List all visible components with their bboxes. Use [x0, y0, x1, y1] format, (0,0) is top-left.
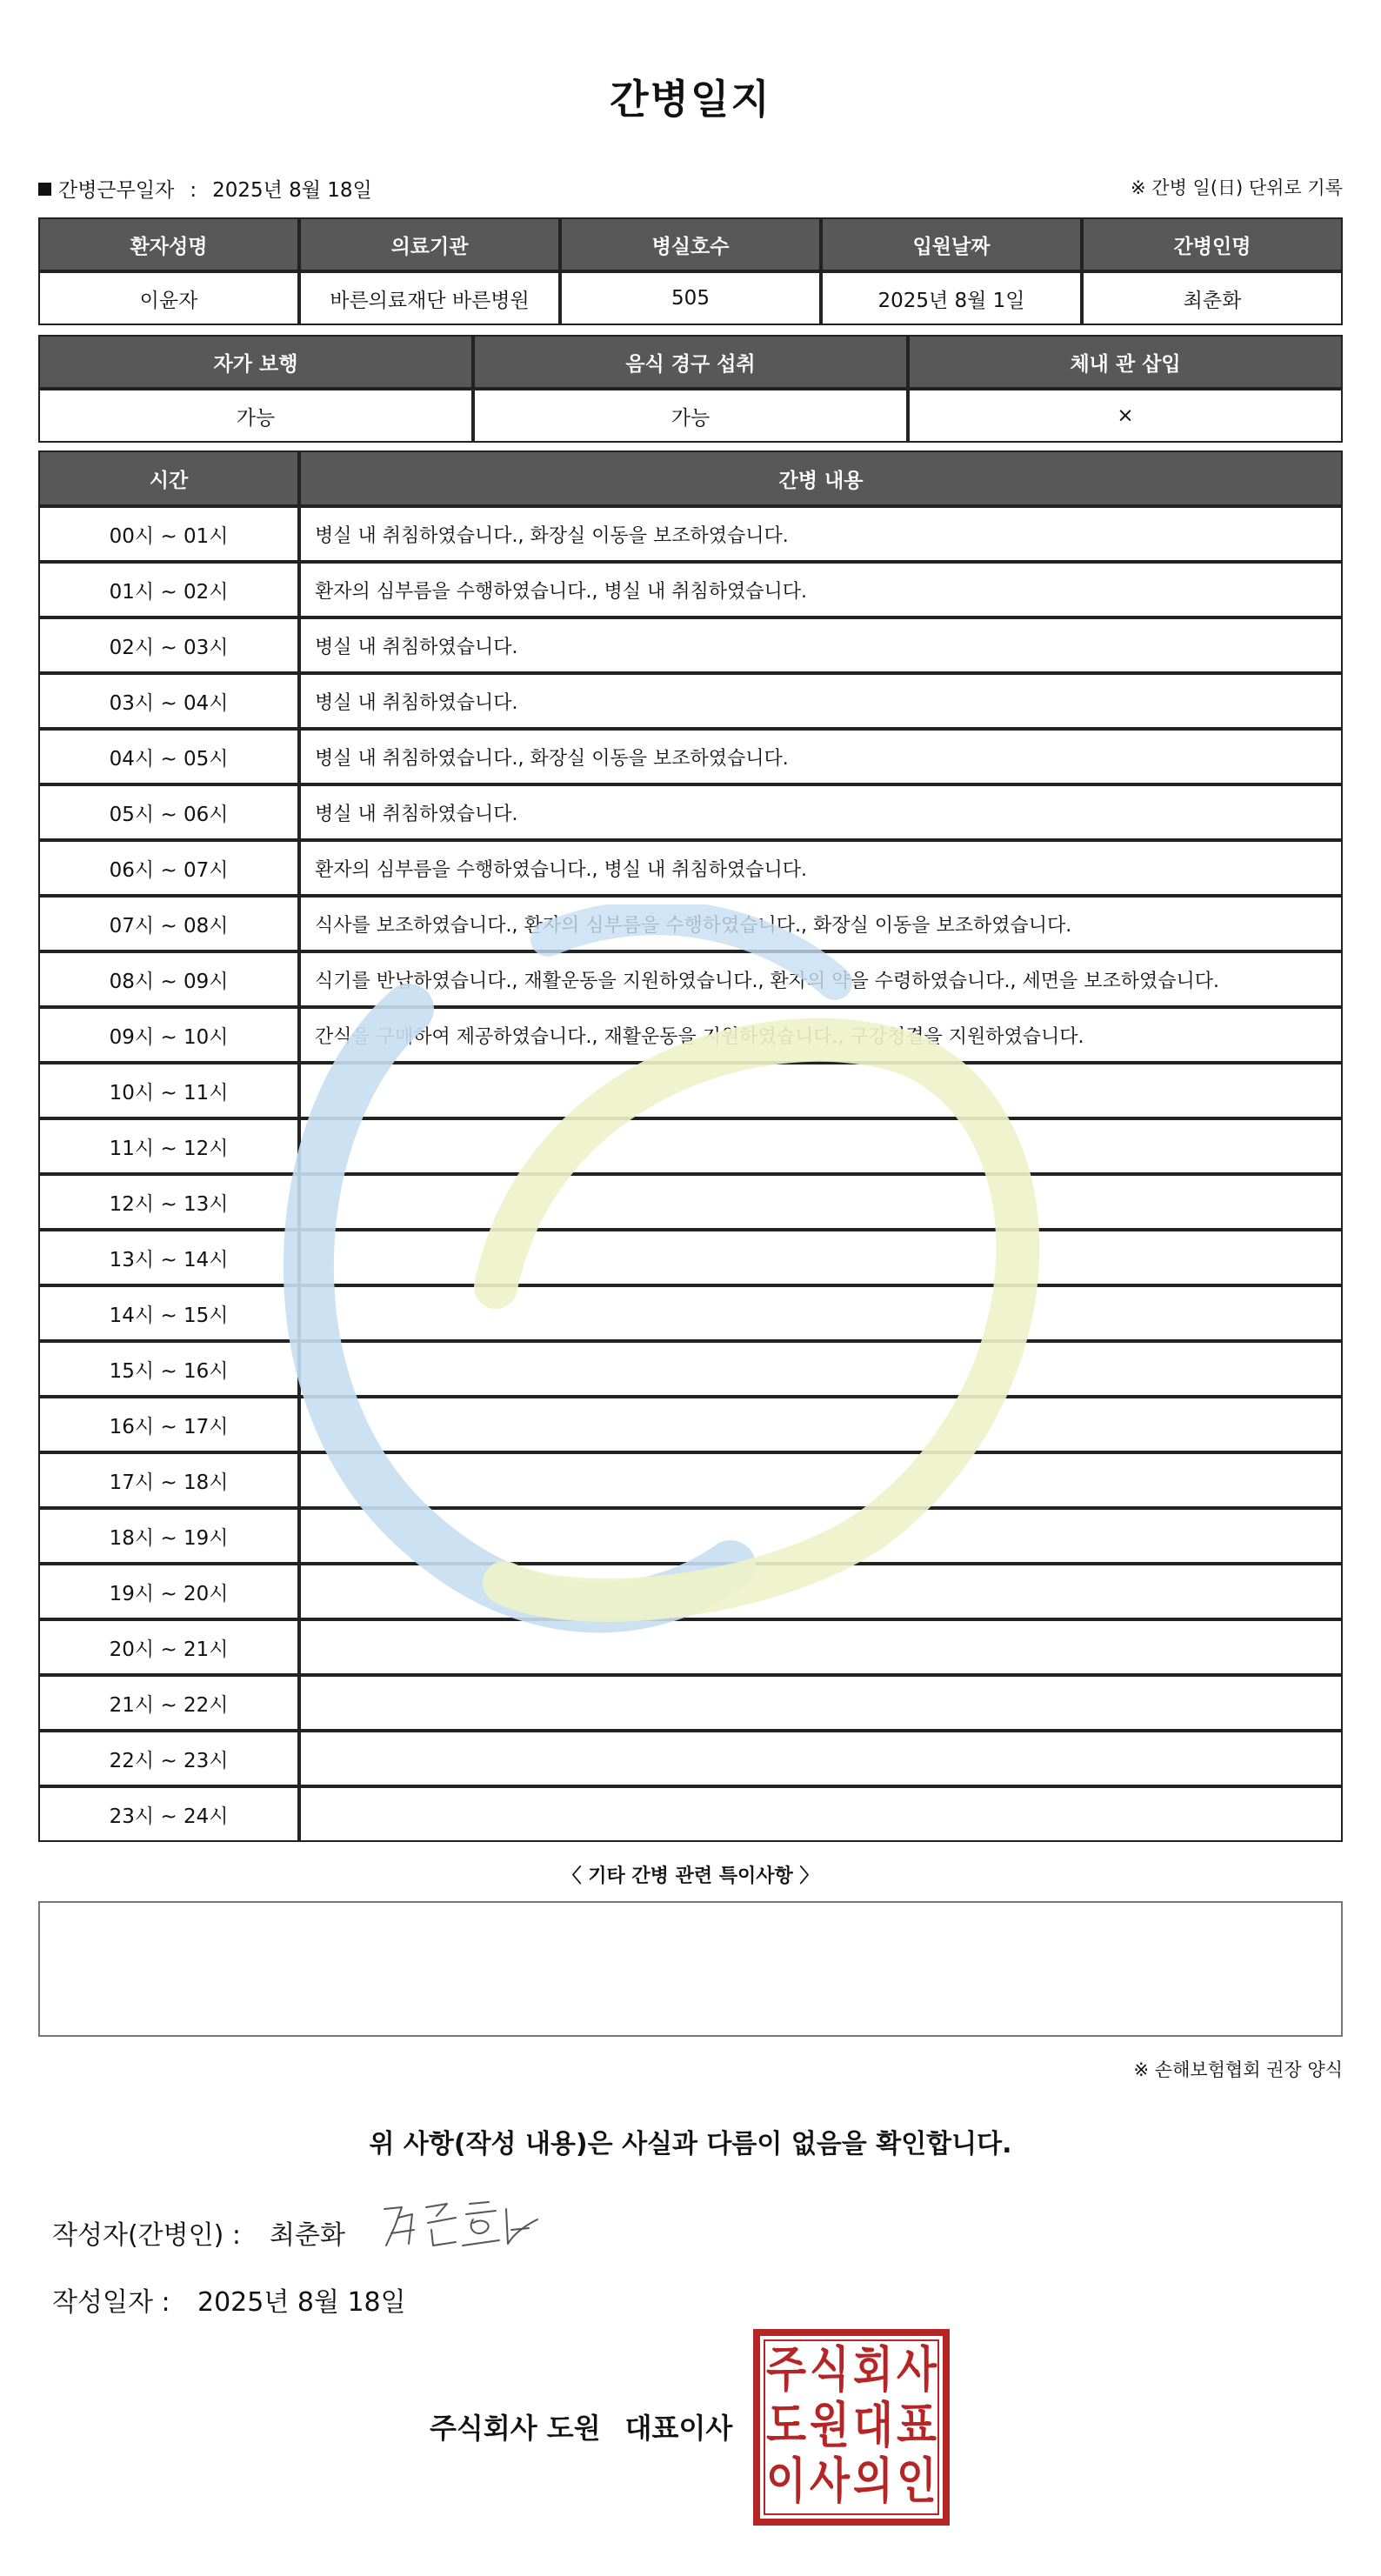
log-time-cell: 16시 ~ 17시: [38, 1397, 299, 1452]
care-log-row: [38, 1786, 1343, 1842]
care-log-row: [38, 784, 1343, 840]
header-patient-name: 환자성명: [38, 217, 299, 271]
care-log-row: [38, 729, 1343, 784]
log-content-cell: [299, 1118, 1343, 1174]
log-content-cell: [299, 1452, 1343, 1508]
log-content-cell: [299, 1564, 1343, 1619]
log-content-cell: 간식을 구매하여 제공하였습니다., 재활운동을 지원하였습니다., 구강청결을 지원하였습니다.: [299, 1007, 1343, 1063]
care-log-row: [38, 1564, 1343, 1619]
company-signature-line: [430, 2406, 732, 2446]
log-time-cell: 14시 ~ 15시: [38, 1285, 299, 1341]
log-content-cell: 환자의 심부름을 수행하였습니다., 병실 내 취침하였습니다.: [299, 562, 1343, 617]
caregiver-name: 최춘화: [1082, 271, 1343, 325]
writer-line: [52, 2213, 345, 2252]
seal-character: 이: [766, 2453, 806, 2510]
log-content-cell: [299, 1786, 1343, 1842]
seal-character: 식: [810, 2342, 850, 2399]
seal-character: 인: [897, 2453, 937, 2510]
log-time-cell: 19시 ~ 20시: [38, 1564, 299, 1619]
written-date-value: 2025년 8월 18일: [197, 2287, 406, 2318]
log-time-cell: 07시 ~ 08시: [38, 896, 299, 951]
header-self-walking: 자가 보행: [38, 335, 473, 389]
care-log-row: [38, 1063, 1343, 1118]
log-time-cell: 04시 ~ 05시: [38, 729, 299, 784]
log-content-cell: 식사를 보조하였습니다., 환자의 심부름을 수행하였습니다., 화장실 이동을 보조하였습니다.: [299, 896, 1343, 951]
log-content-cell: 병실 내 취침하였습니다.: [299, 673, 1343, 729]
confirmation-statement: 위 사항(작성 내용)은 사실과 다름이 없음을 확인합니다.: [369, 2129, 1012, 2159]
seal-character: 회: [853, 2342, 893, 2399]
bullet-square-icon: [38, 183, 51, 196]
log-content-cell: [299, 1341, 1343, 1397]
care-log-row: [38, 1675, 1343, 1731]
care-log-row: [38, 617, 1343, 673]
room-number: 505: [560, 271, 821, 325]
care-log-row: [38, 1619, 1343, 1675]
header-room-number: 병실호수: [560, 217, 821, 271]
log-time-cell: 20시 ~ 21시: [38, 1619, 299, 1675]
log-time-cell: 13시 ~ 14시: [38, 1230, 299, 1285]
care-log-row: [38, 1731, 1343, 1786]
seal-character: 원: [810, 2398, 850, 2454]
seal-character: 사: [897, 2342, 937, 2399]
log-time-cell: 08시 ~ 09시: [38, 951, 299, 1007]
writer-label: 작성자(간병인) :: [52, 2220, 241, 2251]
care-log-table: [38, 450, 1343, 1842]
admission-date: 2025년 8월 1일: [821, 271, 1082, 325]
company-title: 대표이사: [624, 2412, 733, 2445]
log-time-cell: 09시 ~ 10시: [38, 1007, 299, 1063]
log-content-cell: [299, 1397, 1343, 1452]
care-log-row: [38, 1341, 1343, 1397]
care-log-row: [38, 1007, 1343, 1063]
log-content-cell: [299, 1174, 1343, 1230]
care-log-rows: [38, 506, 1343, 1842]
seal-character: 대: [853, 2398, 893, 2454]
log-time-cell: 06시 ~ 07시: [38, 840, 299, 896]
care-log-header-row: [38, 450, 1343, 506]
tube-insertion-value: ×: [908, 389, 1343, 443]
header-tube-insertion: 체내 관 삽입: [908, 335, 1343, 389]
log-time-cell: 05시 ~ 06시: [38, 784, 299, 840]
care-log-row: [38, 1508, 1343, 1564]
hospital-name: 바른의료재단 바른병원: [299, 271, 560, 325]
header-oral-intake: 음식 경구 섭취: [473, 335, 908, 389]
log-time-cell: 18시 ~ 19시: [38, 1508, 299, 1564]
care-log-row: [38, 506, 1343, 562]
log-content-cell: [299, 1675, 1343, 1731]
work-date-separator: :: [190, 179, 197, 202]
header-time: 시간: [38, 450, 299, 506]
page-title: 간병일지: [610, 76, 771, 123]
company-seal-stamp: [753, 2329, 950, 2526]
care-log-row: [38, 562, 1343, 617]
care-log-row: [38, 1397, 1343, 1452]
log-time-cell: 10시 ~ 11시: [38, 1063, 299, 1118]
care-log-row: [38, 896, 1343, 951]
log-content-cell: 식기를 반납하였습니다., 재활운동을 지원하였습니다., 환자의 약을 수령하였습니다., 세면을 보조하였습니다.: [299, 951, 1343, 1007]
log-time-cell: 11시 ~ 12시: [38, 1118, 299, 1174]
header-hospital: 의료기관: [299, 217, 560, 271]
log-content-cell: 병실 내 취침하였습니다.: [299, 617, 1343, 673]
log-content-cell: 병실 내 취침하였습니다., 화장실 이동을 보조하였습니다.: [299, 506, 1343, 562]
special-notes-title: 〈 기타 간병 관련 특이사항 〉: [562, 1865, 819, 1887]
header-admission-date: 입원날짜: [821, 217, 1082, 271]
care-log-row: [38, 1118, 1343, 1174]
record-unit-note: ※ 간병 일(日) 단위로 기록: [1131, 177, 1343, 198]
self-walking-value: 가능: [38, 389, 473, 443]
seal-character: 사: [810, 2453, 851, 2510]
oral-intake-value: 가능: [473, 389, 908, 443]
seal-character: 의: [853, 2453, 893, 2510]
written-date-label: 작성일자 :: [52, 2287, 170, 2318]
log-time-cell: 02시 ~ 03시: [38, 617, 299, 673]
form-source-note: ※ 손해보험협회 권장 양식: [1133, 2059, 1343, 2080]
log-content-cell: [299, 1285, 1343, 1341]
care-log-row: [38, 1285, 1343, 1341]
header-caregiver-name: 간병인명: [1082, 217, 1343, 271]
care-log-row: [38, 840, 1343, 896]
patient-info-table: [38, 217, 1343, 325]
status-header-row: [38, 335, 1343, 389]
header-care-content: 간병 내용: [299, 450, 1343, 506]
log-content-cell: 병실 내 취침하였습니다.: [299, 784, 1343, 840]
care-log-row: [38, 1174, 1343, 1230]
log-time-cell: 21시 ~ 22시: [38, 1675, 299, 1731]
log-time-cell: 12시 ~ 13시: [38, 1174, 299, 1230]
log-content-cell: [299, 1731, 1343, 1786]
care-log-row: [38, 1452, 1343, 1508]
patient-name: 이윤자: [38, 271, 299, 325]
work-date-value: 2025년 8월 18일: [212, 179, 372, 202]
log-time-cell: 01시 ~ 02시: [38, 562, 299, 617]
care-log-row: [38, 673, 1343, 729]
log-content-cell: [299, 1508, 1343, 1564]
patient-info-header-row: [38, 217, 1343, 271]
seal-character: 표: [897, 2398, 937, 2454]
log-content-cell: [299, 1619, 1343, 1675]
patient-status-table: [38, 335, 1343, 443]
status-value-row: [38, 389, 1343, 443]
writer-name: 최춘화: [270, 2220, 345, 2251]
written-date-line: [52, 2280, 406, 2319]
log-time-cell: 03시 ~ 04시: [38, 673, 299, 729]
work-date-label: 간병근무일자: [58, 179, 175, 202]
seal-character: 주: [766, 2342, 806, 2399]
log-content-cell: [299, 1063, 1343, 1118]
company-name: 주식회사 도원: [430, 2412, 601, 2445]
seal-character: 도: [766, 2398, 806, 2454]
log-content-cell: 환자의 심부름을 수행하였습니다., 병실 내 취침하였습니다.: [299, 840, 1343, 896]
care-log-row: [38, 951, 1343, 1007]
log-content-cell: 병실 내 취침하였습니다., 화장실 이동을 보조하였습니다.: [299, 729, 1343, 784]
handwritten-signature: [376, 2192, 550, 2261]
work-date-line: [38, 174, 372, 203]
log-time-cell: 23시 ~ 24시: [38, 1786, 299, 1842]
log-time-cell: 17시 ~ 18시: [38, 1452, 299, 1508]
patient-info-value-row: [38, 271, 1343, 325]
care-log-row: [38, 1230, 1343, 1285]
log-time-cell: 15시 ~ 16시: [38, 1341, 299, 1397]
log-content-cell: [299, 1230, 1343, 1285]
log-time-cell: 22시 ~ 23시: [38, 1731, 299, 1786]
special-notes-box: [38, 1901, 1343, 2037]
log-time-cell: 00시 ~ 01시: [38, 506, 299, 562]
